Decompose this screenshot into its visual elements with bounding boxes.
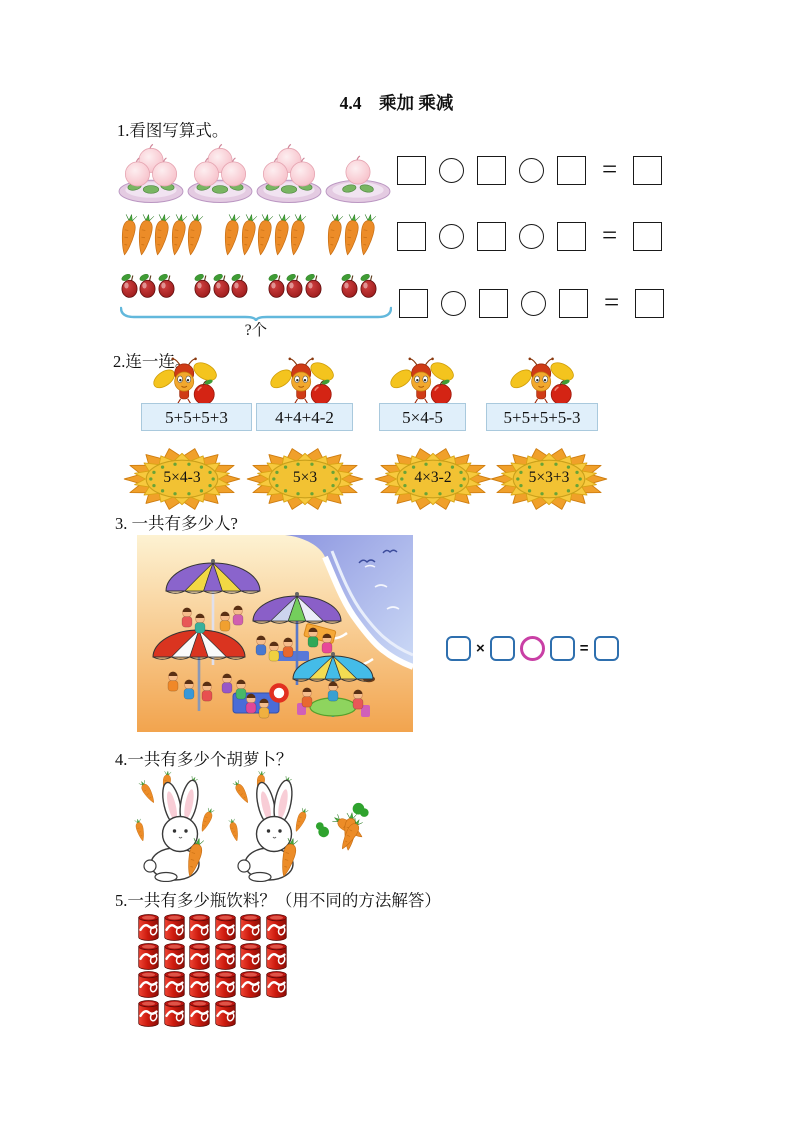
drink-can-icon	[162, 913, 187, 941]
date-icon	[359, 272, 378, 299]
answer-circle[interactable]	[519, 158, 544, 183]
equals-sign: =	[579, 639, 589, 657]
drink-can-icon	[264, 942, 289, 970]
drink-can-icon	[187, 999, 212, 1027]
sunflower-3[interactable]	[371, 446, 495, 512]
peach-plate-icon	[186, 143, 254, 203]
can-row	[136, 913, 289, 941]
drink-can-icon	[238, 913, 263, 941]
bee-expression-3[interactable]: 5×4-5	[379, 403, 466, 431]
date-icon	[304, 272, 323, 299]
q3-operator-circle[interactable]	[520, 636, 545, 661]
beach-illustration	[137, 535, 413, 732]
answer-circle[interactable]	[441, 291, 466, 316]
q3-label: 3. 一共有多少人?	[115, 514, 238, 533]
q3-answer-box-1[interactable]	[446, 636, 471, 661]
drink-can-icon	[187, 942, 212, 970]
date-icon	[157, 272, 176, 299]
drink-can-icon	[264, 913, 289, 941]
carrot-bunch-icon	[314, 798, 372, 860]
page-title: 4.4 乘加 乘减	[339, 93, 454, 113]
date-icon	[267, 272, 286, 299]
date-group	[120, 272, 176, 299]
q3-equation-row	[446, 634, 619, 662]
sunflower-1[interactable]	[120, 446, 244, 512]
answer-circle[interactable]	[521, 291, 546, 316]
date-group	[267, 272, 323, 299]
equals-sign: =	[602, 153, 618, 184]
peach-plate-icon	[117, 143, 185, 203]
can-row	[136, 970, 289, 998]
answer-square[interactable]	[479, 289, 508, 318]
peach-plates-row	[117, 143, 393, 203]
date-icon	[138, 272, 157, 299]
date-icon	[120, 272, 139, 299]
can-row	[136, 942, 289, 970]
equals-sign: =	[604, 286, 620, 317]
q2-label: 2.连一连。	[113, 352, 192, 371]
q3-answer-box-2[interactable]	[490, 636, 515, 661]
drink-can-icon	[213, 913, 238, 941]
date-icon	[193, 272, 212, 299]
date-icon	[285, 272, 304, 299]
result-square[interactable]	[635, 289, 664, 318]
date-icon	[212, 272, 231, 299]
bee-icon	[153, 357, 219, 408]
drink-can-icon	[187, 913, 212, 941]
drink-can-icon	[136, 999, 161, 1027]
answer-square[interactable]	[559, 289, 588, 318]
answer-square[interactable]	[397, 222, 426, 251]
peach-plate-icon	[255, 143, 323, 203]
carrot-group	[221, 212, 307, 258]
drink-can-icon	[162, 999, 187, 1027]
bee-expression-4[interactable]: 5+5+5+5-3	[486, 403, 598, 431]
brace-question-label: ?个	[244, 322, 268, 339]
sunflower-2[interactable]	[243, 446, 367, 512]
carrot-groups-row	[118, 212, 394, 258]
carrot-group	[324, 212, 377, 258]
bee-expression-1[interactable]: 5+5+5+3	[141, 403, 252, 431]
equals-sign: =	[602, 219, 618, 250]
answer-square[interactable]	[557, 222, 586, 251]
rabbit-with-carrots-icon	[226, 770, 326, 882]
answer-square[interactable]	[557, 156, 586, 185]
date-icon	[340, 272, 359, 299]
drink-can-icon	[264, 970, 289, 998]
drink-can-icon	[238, 942, 263, 970]
rabbit-with-carrots-icon	[132, 770, 232, 882]
q3-result-box[interactable]	[594, 636, 619, 661]
flower-expression-3: 4×3-2	[414, 469, 452, 486]
multiply-sign: ×	[476, 639, 485, 657]
result-square[interactable]	[633, 222, 662, 251]
drink-can-icon	[187, 970, 212, 998]
bee-icon	[510, 357, 576, 408]
drink-can-icon	[238, 970, 263, 998]
answer-square[interactable]	[397, 156, 426, 185]
drink-can-icon	[136, 942, 161, 970]
drink-can-icon	[162, 942, 187, 970]
equation-row-3	[399, 288, 664, 319]
date-group	[194, 272, 250, 299]
q5-label: 5.一共有多少瓶饮料？（用不同的方法解答）	[115, 891, 441, 910]
flower-expression-2: 5×3	[292, 469, 318, 486]
q3-answer-box-3[interactable]	[550, 636, 575, 661]
equation-row-1	[397, 155, 662, 186]
drink-can-icon	[136, 913, 161, 941]
answer-circle[interactable]	[439, 224, 464, 249]
drink-can-icon	[136, 970, 161, 998]
bee-icon	[390, 357, 456, 408]
q1-label: 1.看图写算式。	[117, 121, 229, 140]
flower-expression-1: 5×4-3	[163, 469, 201, 486]
drink-can-icon	[213, 970, 238, 998]
bee-icon	[270, 357, 336, 408]
flower-expression-4: 5×3+3	[528, 469, 570, 486]
answer-square[interactable]	[399, 289, 428, 318]
result-square[interactable]	[633, 156, 662, 185]
sunflower-4[interactable]	[487, 446, 611, 512]
answer-circle[interactable]	[519, 224, 544, 249]
date-groups-row	[120, 272, 396, 299]
can-row	[136, 999, 289, 1027]
bee-expression-2[interactable]: 4+4+4-2	[256, 403, 353, 431]
drink-can-icon	[213, 942, 238, 970]
answer-circle[interactable]	[439, 158, 464, 183]
drink-can-icon	[213, 999, 238, 1027]
equation-row-2	[397, 221, 662, 252]
q4-label: 4.一共有多少个胡萝卜？	[115, 750, 293, 769]
date-group	[341, 272, 378, 299]
peach-plate-icon	[324, 143, 392, 203]
answer-square[interactable]	[477, 222, 506, 251]
date-icon	[230, 272, 249, 299]
carrot-group	[118, 212, 204, 258]
drink-can-icon	[162, 970, 187, 998]
cans-grid	[136, 913, 289, 1027]
answer-square[interactable]	[477, 156, 506, 185]
